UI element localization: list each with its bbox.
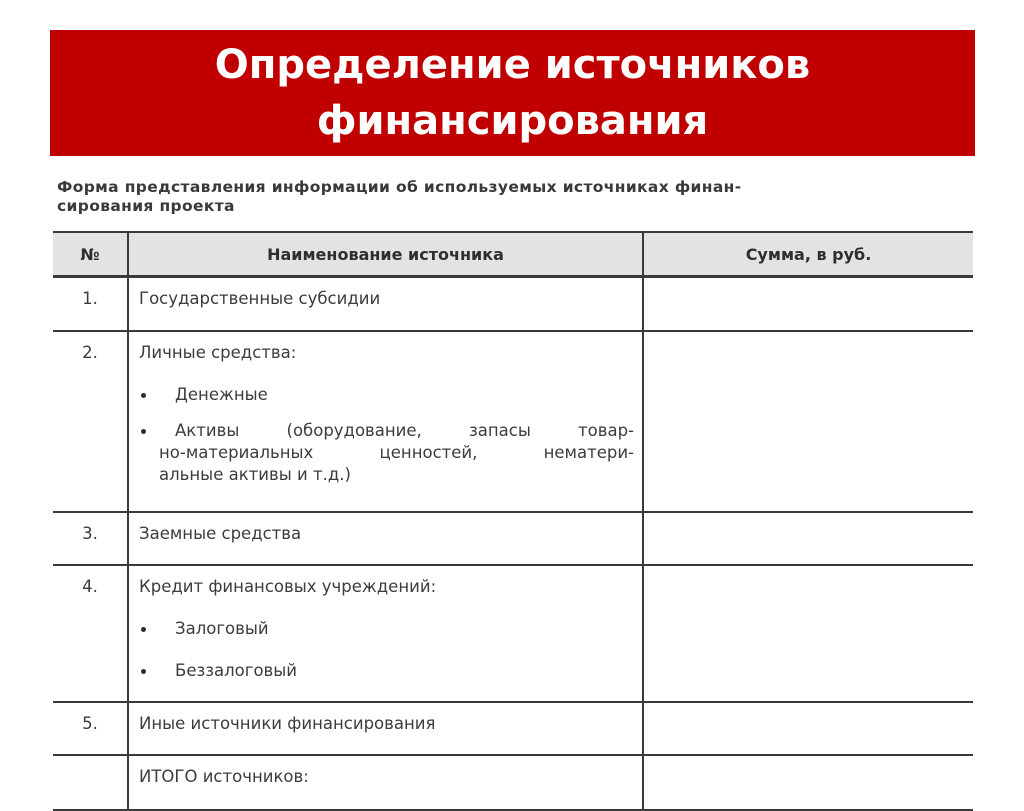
row-name: Иные источники финансирования <box>128 702 643 755</box>
table-row <box>53 277 973 332</box>
table-header-row <box>53 232 973 277</box>
list-item: Денежные <box>139 384 634 406</box>
row-sum <box>643 331 973 512</box>
row-sum <box>643 702 973 755</box>
row-num: 2. <box>53 331 128 512</box>
row-name-label: Кредит финансовых учреждений: <box>139 577 437 596</box>
row-sum <box>643 277 973 332</box>
bullet-icon <box>141 429 146 434</box>
caption-line-1: Форма представления информации об используемых источниках финан- <box>57 178 742 196</box>
caption-line-2: сирования проекта <box>57 197 235 215</box>
row-name <box>128 565 643 702</box>
title-line-1: Определение источников <box>214 42 811 88</box>
table-row <box>53 702 973 755</box>
header-num: № <box>53 232 128 277</box>
row-num: 5. <box>53 702 128 755</box>
header-name: Наименование источника <box>128 232 643 277</box>
row-sum <box>643 512 973 565</box>
row-name-total: ИТОГО источников: <box>128 755 643 810</box>
sources-table <box>53 231 973 811</box>
row-num: 4. <box>53 565 128 702</box>
title-banner <box>50 30 975 156</box>
row-num: 3. <box>53 512 128 565</box>
table-row <box>53 565 973 702</box>
row-name <box>128 331 643 512</box>
list-item: Активы (оборудование, запасы товар- но-материальных ценностей, нематери- альные активы и т.д.) <box>139 420 634 486</box>
table-row-total <box>53 755 973 810</box>
bullet-icon <box>141 393 146 398</box>
table-caption <box>57 178 975 216</box>
bullet-icon <box>141 627 146 632</box>
table-row <box>53 331 973 512</box>
header-sum: Сумма, в руб. <box>643 232 973 277</box>
row-sum <box>643 755 973 810</box>
row-name-label: Личные средства: <box>139 343 297 362</box>
bullet-icon <box>141 669 146 674</box>
sources-table-wrapper <box>53 231 973 811</box>
row-num: 1. <box>53 277 128 332</box>
row-name: Заемные средства <box>128 512 643 565</box>
table-row <box>53 512 973 565</box>
list-item: Беззалоговый <box>139 660 634 682</box>
title-line-2: финансирования <box>316 98 709 144</box>
list-item: Залоговый <box>139 618 634 640</box>
row-name: Государственные субсидии <box>128 277 643 332</box>
row-num <box>53 755 128 810</box>
row-sum <box>643 565 973 702</box>
